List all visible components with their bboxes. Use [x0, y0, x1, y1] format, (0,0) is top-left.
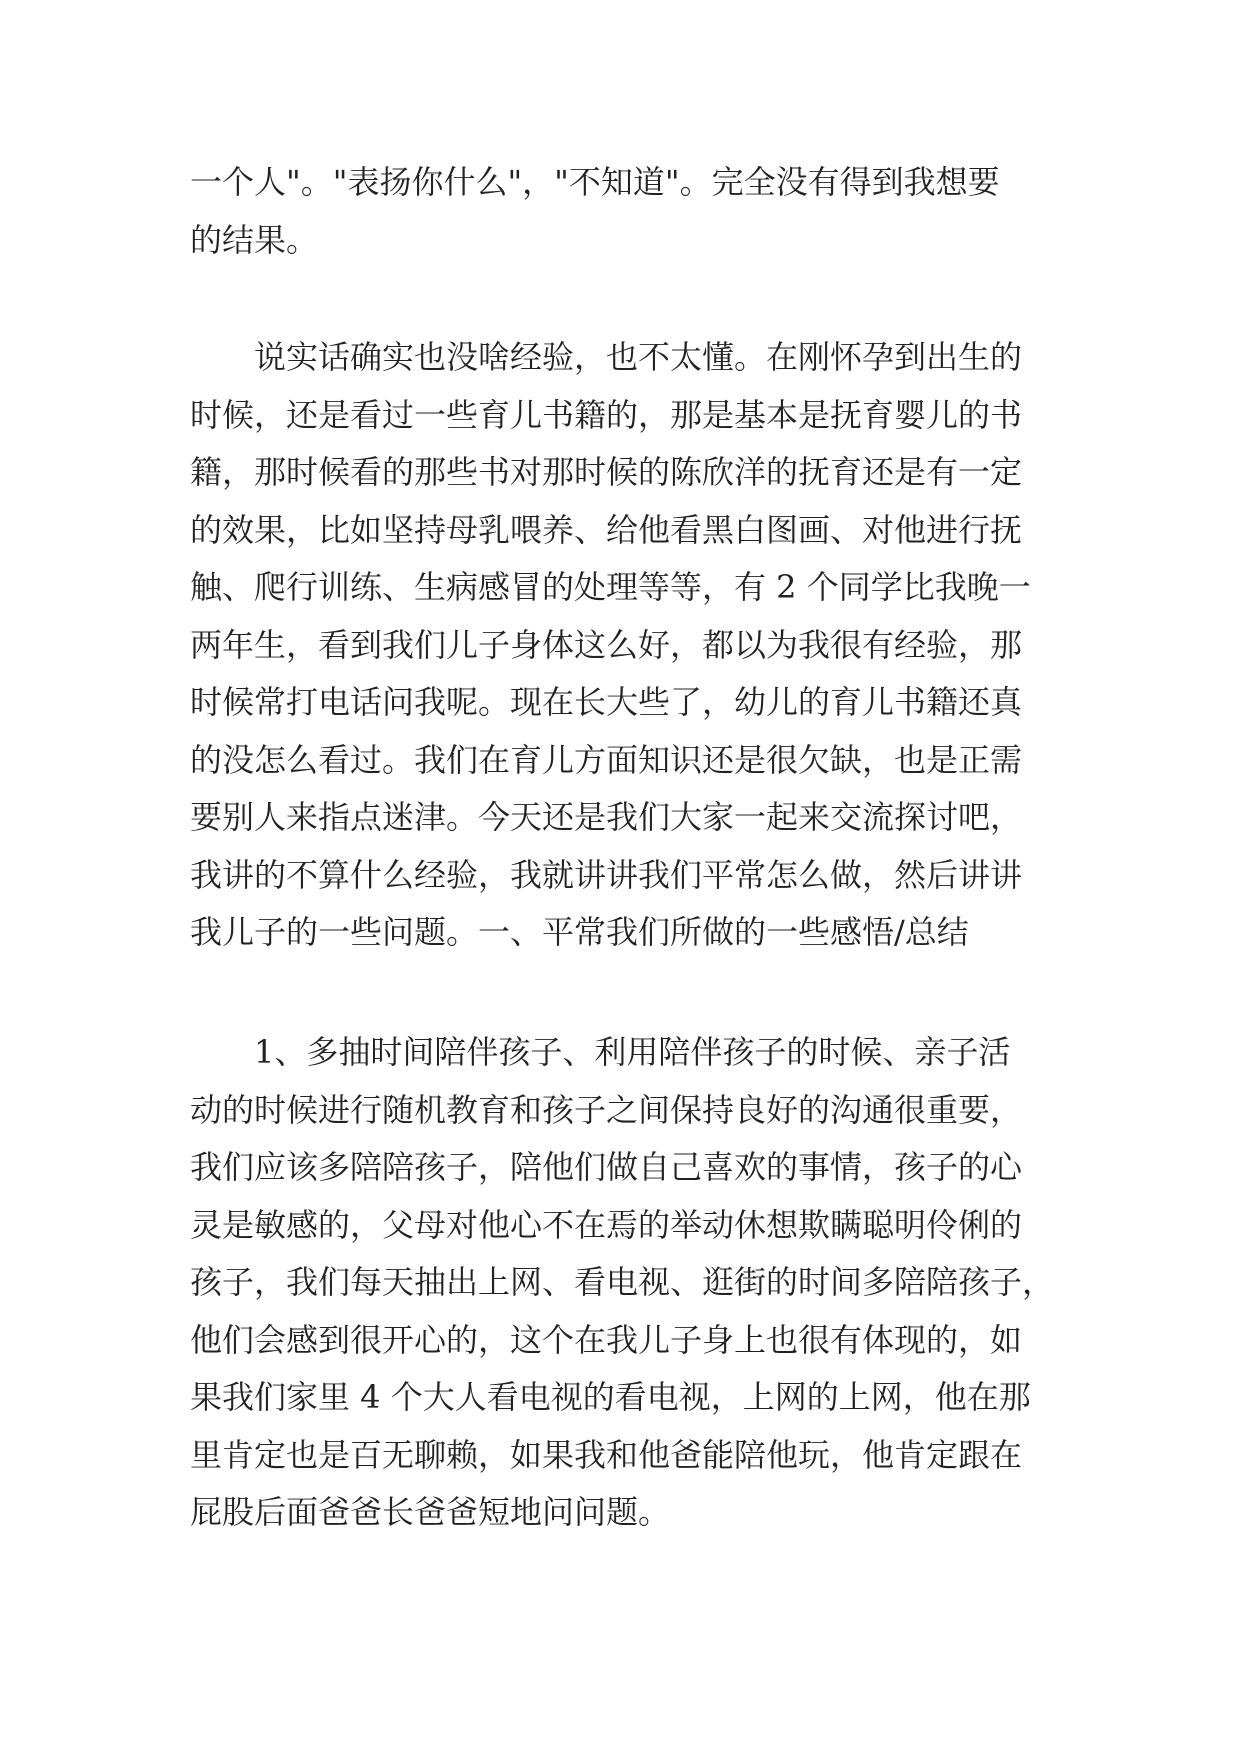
text-line: 他们会感到很开心的，这个在我儿子身上也很有体现的，如 — [190, 1320, 1023, 1359]
text-line: 的效果，比如坚持母乳喂养、给他看黑白图画、对他进行抚 — [190, 510, 1023, 549]
text-line: 触、爬行训练、生病感冒的处理等等，有 2 个同学比我晚一 — [190, 568, 1031, 606]
text-line: 籍，那时候看的那些书对那时候的陈欣洋的抚育还是有一定 — [190, 453, 1023, 491]
paragraph-1 — [190, 154, 1050, 269]
text-line: 我儿子的一些问题。一、平常我们所做的一些感悟/总结 — [190, 913, 969, 951]
text-line: 我们应该多陪陪孩子，陪他们做自己喜欢的事情，孩子的心 — [190, 1148, 1023, 1186]
text-line: 我讲的不算什么经验，我就讲讲我们平常怎么做，然后讲讲 — [190, 855, 1023, 894]
text-line: 里肯定也是百无聊赖，如果我和他爸能陪他玩，他肯定跟在 — [190, 1435, 1023, 1474]
text-line: 孩子，我们每天抽出上网、看电视、逛街的时间多陪陪孩子， — [190, 1263, 1055, 1301]
text-line: 说实话确实也没啥经验，也不太懂。在刚怀孕到出生的 — [190, 338, 1023, 376]
text-line: 动的时候进行随机教育和孩子之间保持良好的沟通很重要， — [190, 1090, 1023, 1129]
paragraph-3 — [190, 1024, 1055, 1542]
text-line: 时候常打电话问我呢。现在长大些了，幼儿的育儿书籍还真 — [190, 683, 1023, 721]
text-line: 的结果。 — [190, 220, 319, 259]
paragraph-2 — [190, 329, 1050, 962]
text-line: 灵是敏感的，父母对他心不在焉的举动休想欺瞒聪明伶俐的 — [190, 1205, 1023, 1244]
text-line: 的没怎么看过。我们在育儿方面知识还是很欠缺，也是正需 — [190, 740, 1023, 779]
text-line: 两年生，看到我们儿子身体这么好，都以为我很有经验，那 — [190, 625, 1023, 664]
text-line: 果我们家里 4 个大人看电视的看电视，上网的上网，他在那 — [190, 1378, 1031, 1416]
text-line: 要别人来指点迷津。今天还是我们大家一起来交流探讨吧， — [190, 798, 1023, 836]
text-line: 1、多抽时间陪伴孩子、利用陪伴孩子的时候、亲子活 — [190, 1033, 1011, 1071]
text-line: 一个人"。"表扬你什么"，"不知道"。完全没有得到我想要 — [190, 163, 1000, 201]
text-line: 屁股后面爸爸长爸爸短地问问题。 — [190, 1493, 671, 1531]
text-line: 时候，还是看过一些育儿书籍的，那是基本是抚育婴儿的书 — [190, 395, 1023, 434]
